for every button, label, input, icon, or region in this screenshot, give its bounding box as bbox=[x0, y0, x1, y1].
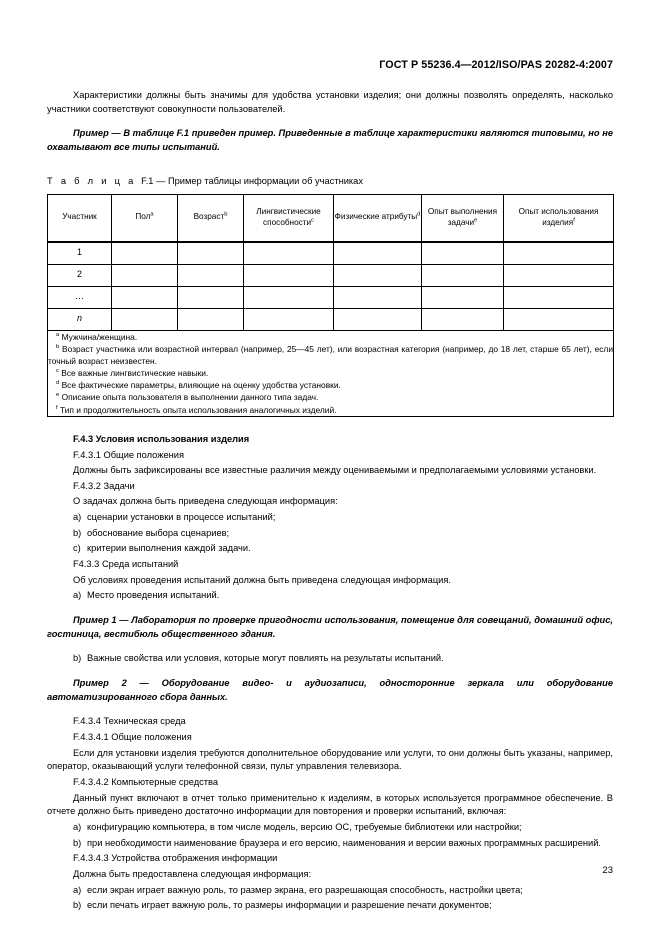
clause-f4332-text: О задачах должна быть приведена следующая информация: bbox=[73, 496, 338, 507]
footnote-marker: d bbox=[56, 380, 60, 387]
footnote-text: Все важные лингвистические навыки. bbox=[61, 368, 209, 379]
cell-participant: 2 bbox=[48, 264, 112, 286]
cell-gender bbox=[112, 286, 178, 308]
clause-f4331-text: Должны быть зафиксированы все известные различия между оцениваемыми и предполагаемыми условиями установки. bbox=[73, 465, 597, 476]
clause-f43341-heading: F.4.3.4.1 Общие положения bbox=[73, 732, 192, 743]
list-text: Важные свойства или условия, которые могут повлиять на результаты испытаний. bbox=[87, 653, 444, 664]
clause-f4333-heading: F4.3.3 Среда испытаний bbox=[73, 559, 179, 570]
cell-age bbox=[178, 308, 244, 330]
column-header-label: Участник bbox=[62, 212, 97, 222]
cell-linguistic bbox=[244, 308, 334, 330]
footnote-marker: f bbox=[573, 216, 575, 223]
list-item bbox=[47, 527, 613, 541]
cell-task-experience bbox=[422, 242, 504, 265]
cell-product-experience bbox=[504, 264, 614, 286]
footnote-marker: b bbox=[56, 343, 60, 350]
footnote-marker: a bbox=[56, 331, 60, 338]
column-header-label: Пол bbox=[135, 212, 151, 222]
table-caption-text: Пример таблицы информации об участниках bbox=[167, 176, 363, 187]
clause-f43342-text: Данный пункт включают в отчет только применительно к изделиям, в которых используется программное обеспечение. В отчете должно быть приведено достаточно информации для повторения и проверки испытаний, включая: bbox=[47, 792, 613, 817]
footnote-c bbox=[48, 367, 613, 379]
list-marker: a) bbox=[73, 590, 82, 601]
column-header-label: Опыт использования изделия bbox=[518, 206, 599, 227]
cell-participant: 1 bbox=[48, 242, 112, 265]
footnote-marker: f bbox=[56, 404, 58, 411]
clause-f43342-heading: F.4.3.4.2 Компьютерные средства bbox=[73, 776, 219, 787]
footnote-text: Мужчина/женщина. bbox=[61, 331, 138, 342]
footnote-e bbox=[48, 391, 613, 403]
footnote-text: Все фактические параметры, влияющие на оценку удобства установки. bbox=[61, 380, 341, 391]
table-caption-dash: — bbox=[156, 176, 166, 187]
page-number: 23 bbox=[602, 865, 613, 876]
cell-task-experience bbox=[422, 264, 504, 286]
list-text: конфигурацию компьютера, в том числе модель, версию ОС, требуемые библиотеки или настройки; bbox=[87, 821, 522, 832]
footnote-marker: c bbox=[56, 368, 59, 375]
cell-linguistic bbox=[244, 242, 334, 265]
footnote-d bbox=[48, 379, 613, 391]
cell-linguistic bbox=[244, 264, 334, 286]
footnote-text: Описание опыта пользователя в выполнении данного типа задач. bbox=[61, 392, 319, 403]
footnote-f bbox=[48, 404, 613, 416]
list-text: сценарии установки в процессе испытаний; bbox=[87, 512, 276, 523]
participant-info-table bbox=[47, 194, 614, 417]
cell-product-experience bbox=[504, 242, 614, 265]
cell-gender bbox=[112, 308, 178, 330]
intro-example: Пример — В таблице F.1 приведен пример. Приведенные в таблице характеристики являются типовыми, но не охватывают все типы испытаний. bbox=[47, 128, 613, 152]
column-header-label: Опыт выполнения задачи bbox=[427, 206, 498, 227]
list-marker: c) bbox=[73, 543, 81, 554]
column-header-age bbox=[178, 194, 244, 242]
column-header-product-experience bbox=[504, 194, 614, 242]
cell-physical bbox=[334, 308, 422, 330]
footnote-marker: a bbox=[150, 211, 154, 218]
column-header-linguistic-abilities bbox=[244, 194, 334, 242]
column-header-physical-attributes bbox=[334, 194, 422, 242]
cell-age bbox=[178, 286, 244, 308]
list-text: если экран играет важную роль, то размер экрана, его разрешающая способность, настройки цвета; bbox=[87, 884, 523, 895]
cell-physical bbox=[334, 242, 422, 265]
table-row bbox=[48, 264, 614, 286]
list-marker: b) bbox=[73, 837, 82, 848]
table-row bbox=[48, 242, 614, 265]
footnote-text: Возраст участника или возрастной интервал (например, 25—45 лет), или возрастная категория (например, до 18 лет, старше 65 лет), если точный возраст неизвестен. bbox=[48, 343, 613, 366]
cell-participant: n bbox=[48, 308, 112, 330]
column-header-gender bbox=[112, 194, 178, 242]
cell-linguistic bbox=[244, 286, 334, 308]
footnote-marker: b bbox=[224, 211, 228, 218]
list-text: обоснование выбора сценариев; bbox=[87, 527, 230, 538]
list-text: если печать играет важную роль, то размеры информации и разрешение печати документов; bbox=[87, 900, 492, 911]
list-text: при необходимости наименование браузера и его версию, наименования и версии важных программных расширений. bbox=[87, 837, 601, 848]
column-header-task-experience bbox=[422, 194, 504, 242]
footnote-marker: e bbox=[474, 216, 478, 223]
column-header-label: Физические атрибуты bbox=[334, 212, 418, 222]
page-content bbox=[47, 0, 613, 936]
cell-gender bbox=[112, 264, 178, 286]
table-caption-word: Т а б л и ц а bbox=[47, 176, 137, 187]
intro-paragraph: Характеристики должны быть значимы для удобства установки изделия; они должны позволять определять, насколько участники соответствуют совокупности пользователей. bbox=[47, 89, 613, 114]
cell-age bbox=[178, 264, 244, 286]
list-marker: a) bbox=[73, 884, 82, 895]
cell-product-experience bbox=[504, 286, 614, 308]
table-row bbox=[48, 308, 614, 330]
list-item bbox=[47, 511, 613, 525]
footnote-marker: e bbox=[56, 392, 60, 399]
clause-f4333-text: Об условиях проведения испытаний должна быть приведена следующая информация. bbox=[73, 574, 451, 585]
list-item bbox=[47, 899, 613, 913]
table-caption bbox=[47, 175, 613, 187]
cell-age bbox=[178, 242, 244, 265]
footnote-text: Тип и продолжительность опыта использования аналогичных изделий. bbox=[59, 404, 337, 415]
table-caption-number: F.1 bbox=[141, 176, 154, 187]
cell-gender bbox=[112, 242, 178, 265]
cell-participant: … bbox=[48, 286, 112, 308]
footnote-marker: c bbox=[311, 216, 314, 223]
example-1: Пример 1 — Лаборатория по проверке пригодности использования, помещение для совещаний, домашний офис, гостиница, вестибюль общественного здания. bbox=[47, 615, 613, 639]
clause-f4334-heading: F.4.3.4 Техническая среда bbox=[73, 716, 186, 727]
clause-f4332-heading: F.4.3.2 Задачи bbox=[73, 480, 135, 491]
table-row bbox=[48, 286, 614, 308]
cell-task-experience bbox=[422, 286, 504, 308]
list-marker: b) bbox=[73, 900, 82, 911]
cell-task-experience bbox=[422, 308, 504, 330]
list-item bbox=[47, 589, 613, 603]
list-marker: b) bbox=[73, 527, 82, 538]
example-2: Пример 2 — Оборудование видео- и аудиозаписи, односторонние зеркала или оборудование автоматизированного сбора данных. bbox=[47, 678, 613, 702]
clause-f43343-heading: F.4.3.4.3 Устройства отображения информации bbox=[73, 853, 278, 864]
footnote-b bbox=[48, 343, 613, 367]
list-item bbox=[47, 837, 613, 851]
list-marker: a) bbox=[73, 512, 82, 523]
list-marker: b) bbox=[73, 653, 82, 664]
clause-f43341-text: Если для установки изделия требуются дополнительное оборудование или услуги, то они должны быть указаны, например, оператор, оказывающий услуги телефонной связи, пульт управления телевизора. bbox=[47, 747, 613, 772]
table-footnotes-row bbox=[48, 330, 614, 416]
cell-physical bbox=[334, 264, 422, 286]
list-text: критерии выполнения каждой задачи. bbox=[87, 543, 251, 554]
cell-physical bbox=[334, 286, 422, 308]
column-header-label: Возраст bbox=[193, 212, 225, 222]
clause-f433-heading: F.4.3 Условия использования изделия bbox=[73, 433, 250, 444]
list-text: Место проведения испытаний. bbox=[87, 590, 220, 601]
table-footnotes bbox=[48, 330, 614, 416]
cell-product-experience bbox=[504, 308, 614, 330]
list-item bbox=[47, 821, 613, 835]
footnote-marker: d bbox=[417, 211, 421, 218]
clause-f43343-text: Должна быть предоставлена следующая информация: bbox=[73, 868, 312, 879]
list-item bbox=[47, 884, 613, 898]
column-header-label: Лингвистические способности bbox=[256, 206, 321, 227]
column-header-participant bbox=[48, 194, 112, 242]
clause-f4331-heading: F.4.3.1 Общие положения bbox=[73, 449, 184, 460]
document-header: ГОСТ Р 55236.4—2012/ISO/PAS 20282-4:2007 bbox=[379, 59, 613, 71]
list-item bbox=[47, 542, 613, 556]
list-item bbox=[47, 652, 613, 666]
footnote-a bbox=[48, 331, 613, 343]
list-marker: a) bbox=[73, 821, 82, 832]
table-header-row bbox=[48, 194, 614, 242]
